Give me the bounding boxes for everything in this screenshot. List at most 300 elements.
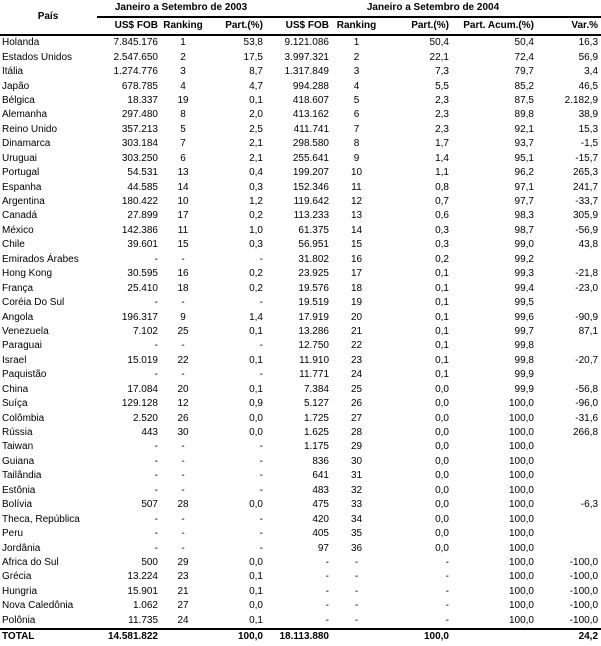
table-row xyxy=(0,512,601,526)
cell-part-2003: 0,9 xyxy=(249,398,263,410)
cell-pais: Bélgica xyxy=(2,94,35,106)
cell-part-acum-2004: 95,1 xyxy=(514,152,534,164)
cell-part-2004: - xyxy=(445,614,449,626)
column-header-fob-2004: US$ FOB xyxy=(266,17,332,35)
cell-part-acum-2004: 100,0 xyxy=(508,614,534,626)
cell-part-acum-2004: 100,0 xyxy=(508,542,534,554)
table-row xyxy=(0,440,601,454)
table-row xyxy=(0,310,601,324)
cell-var: 15,3 xyxy=(578,123,599,135)
cell-fob-2003: - xyxy=(154,455,158,467)
table-row xyxy=(0,426,601,440)
cell-part-acum-2004: 96,2 xyxy=(514,167,534,179)
cell-pais: Coréia Do Sul xyxy=(2,297,65,309)
cell-ranking-2003: 9 xyxy=(180,311,186,323)
cell-part-2004: 0,0 xyxy=(435,499,449,511)
cell-ranking-2003: - xyxy=(181,484,185,496)
table-row xyxy=(0,614,601,629)
cell-part-2003: 0,1 xyxy=(249,94,263,106)
cell-fob-2003: 13.224 xyxy=(127,571,158,583)
cell-pais: Holanda xyxy=(2,37,40,49)
table-row xyxy=(0,238,601,252)
cell-fob-2003: 303.250 xyxy=(121,152,158,164)
cell-ranking-2004: 8 xyxy=(353,138,360,150)
total-cell-fob-2003: 14.581.822 xyxy=(97,629,161,644)
cell-fob-2004: 97 xyxy=(317,542,329,554)
cell-fob-2003: 303.184 xyxy=(121,138,158,150)
cell-fob-2003: - xyxy=(154,340,158,352)
cell-part-2004: 1,1 xyxy=(435,167,449,179)
total-cell-var: 24,2 xyxy=(537,629,601,644)
cell-fob-2003: 27.899 xyxy=(127,210,158,222)
cell-part-acum-2004: 72,4 xyxy=(514,51,534,63)
cell-fob-2003: 180.422 xyxy=(121,196,158,208)
cell-ranking-2004: 23 xyxy=(350,354,363,366)
cell-part-2003: 0,1 xyxy=(249,325,263,337)
cell-var: -23,0 xyxy=(575,282,599,294)
cell-part-2004: 2,3 xyxy=(435,109,449,121)
cell-pais: Nova Caledônia xyxy=(2,600,74,612)
cell-part-2003: 0,0 xyxy=(249,499,263,511)
cell-ranking-2003: 3 xyxy=(180,66,186,78)
cell-part-2004: 0,1 xyxy=(435,268,449,280)
cell-var: 265,3 xyxy=(573,167,599,179)
cell-part-2003: 0,0 xyxy=(249,556,263,568)
cell-part-acum-2004: 99,9 xyxy=(514,369,534,381)
cell-part-2004: 0,0 xyxy=(435,398,449,410)
cell-fob-2004: 475 xyxy=(312,499,329,511)
cell-var: 87,1 xyxy=(578,325,599,337)
cell-ranking-2004: 17 xyxy=(350,268,363,280)
cell-ranking-2004: 36 xyxy=(350,542,363,554)
cell-fob-2003: 11.735 xyxy=(128,614,158,626)
cell-part-2004: 0,0 xyxy=(435,542,449,554)
cell-var: -96,0 xyxy=(575,398,599,410)
cell-ranking-2003: 17 xyxy=(177,210,189,222)
table-row xyxy=(0,570,601,584)
cell-part-acum-2004: 50,4 xyxy=(514,37,534,49)
cell-ranking-2003: 11 xyxy=(177,224,189,236)
cell-ranking-2003: - xyxy=(181,513,185,525)
group-header-2004: Janeiro a Setembro de 2004 xyxy=(266,0,601,17)
cell-part-2004: - xyxy=(445,600,449,612)
cell-part-2004: 7,3 xyxy=(435,66,449,78)
cell-ranking-2003: 7 xyxy=(180,138,186,150)
cell-var: 305,9 xyxy=(573,210,599,222)
cell-part-acum-2004: 99,5 xyxy=(514,297,534,309)
cell-part-acum-2004: 100,0 xyxy=(508,513,534,525)
total-cell-ranking-2004 xyxy=(332,629,382,644)
cell-fob-2004: 411.741 xyxy=(293,123,329,135)
cell-part-2003: 4,7 xyxy=(249,80,263,92)
cell-part-2004: 0,2 xyxy=(435,253,449,265)
cell-fob-2004: 5.127 xyxy=(303,398,329,410)
table-row xyxy=(0,325,601,339)
cell-pais: Bolívia xyxy=(2,499,33,511)
cell-pais: Theca, República xyxy=(2,513,80,525)
cell-fob-2003: 15.901 xyxy=(127,585,158,597)
cell-fob-2004: 1.175 xyxy=(303,441,329,453)
cell-part-2003: 0,2 xyxy=(249,210,263,222)
cell-ranking-2004: 1 xyxy=(353,37,360,49)
cell-part-acum-2004: 89,8 xyxy=(514,109,534,121)
cell-part-2004: 0,1 xyxy=(435,325,449,337)
table-row xyxy=(0,152,601,166)
cell-fob-2004: 11.910 xyxy=(299,354,329,366)
cell-part-2003: - xyxy=(259,297,263,309)
cell-fob-2003: 2.520 xyxy=(132,412,158,424)
cell-part-2004: 2,3 xyxy=(435,123,449,135)
table-row xyxy=(0,253,601,267)
cell-fob-2003: - xyxy=(154,528,158,540)
cell-part-2003: 1,4 xyxy=(249,311,263,323)
cell-part-acum-2004: 99,6 xyxy=(514,311,534,323)
cell-pais: Israel xyxy=(2,354,27,366)
cell-fob-2004: 994.288 xyxy=(292,80,329,92)
cell-var: -33,7 xyxy=(575,196,599,208)
table-row xyxy=(0,267,601,281)
cell-part-acum-2004: 99,2 xyxy=(514,253,534,265)
cell-part-acum-2004: 99,7 xyxy=(514,325,534,337)
cell-part-2004: 0,0 xyxy=(435,427,449,439)
cell-pais: México xyxy=(2,224,34,236)
cell-ranking-2004: - xyxy=(354,571,359,583)
cell-ranking-2004: 7 xyxy=(353,123,360,135)
table-row xyxy=(0,527,601,541)
cell-part-2004: 22,1 xyxy=(429,51,449,63)
cell-fob-2003: 15.019 xyxy=(127,354,158,366)
cell-fob-2003: 443 xyxy=(141,427,158,439)
cell-ranking-2003: 23 xyxy=(177,571,189,583)
cell-ranking-2004: 11 xyxy=(351,181,362,193)
cell-fob-2004: 56.951 xyxy=(298,239,329,251)
cell-pais: Hungria xyxy=(2,585,38,597)
cell-fob-2004: 3.997.321 xyxy=(284,51,329,63)
cell-fob-2004: 31.802 xyxy=(298,253,329,265)
group-header-2003: Janeiro a Setembro de 2003 xyxy=(97,0,266,17)
cell-ranking-2003: - xyxy=(181,542,185,554)
cell-fob-2003: 39.601 xyxy=(127,239,158,251)
cell-pais: Angola xyxy=(2,311,34,323)
cell-pais: Reino Unido xyxy=(2,123,58,135)
cell-fob-2004: 19.576 xyxy=(298,282,329,294)
cell-ranking-2003: - xyxy=(181,455,185,467)
cell-fob-2004: 420 xyxy=(312,513,329,525)
cell-ranking-2003: - xyxy=(181,441,185,453)
cell-ranking-2003: 26 xyxy=(177,412,189,424)
cell-part-2004: 50,4 xyxy=(429,37,449,49)
cell-ranking-2003: - xyxy=(181,297,185,309)
cell-ranking-2004: 18 xyxy=(350,282,363,294)
cell-var: 43,8 xyxy=(578,239,599,251)
cell-part-acum-2004: 100,0 xyxy=(508,398,534,410)
cell-ranking-2004: 14 xyxy=(350,224,363,236)
cell-ranking-2003: 5 xyxy=(180,123,186,135)
cell-ranking-2003: 21 xyxy=(177,585,189,597)
cell-part-acum-2004: 98,7 xyxy=(514,224,534,236)
cell-part-2003: 0,4 xyxy=(249,167,263,179)
cell-ranking-2004: 3 xyxy=(353,66,360,78)
cell-ranking-2004: 29 xyxy=(350,441,363,453)
cell-var: -100,0 xyxy=(569,585,599,597)
cell-fob-2004: 12.750 xyxy=(298,340,329,352)
cell-fob-2003: - xyxy=(154,297,158,309)
cell-part-2004: 0,0 xyxy=(435,441,449,453)
cell-ranking-2004: 19 xyxy=(350,297,363,309)
cell-fob-2003: - xyxy=(154,513,158,525)
cell-part-2003: 0,0 xyxy=(249,427,263,439)
cell-ranking-2003: 8 xyxy=(180,109,186,121)
cell-part-2003: - xyxy=(259,253,263,265)
cell-fob-2004: 119.642 xyxy=(293,196,329,208)
cell-fob-2003: 129.128 xyxy=(121,398,158,410)
cell-fob-2004: 7.384 xyxy=(303,383,329,395)
cell-var: -90,9 xyxy=(575,311,599,323)
cell-var xyxy=(537,440,601,454)
cell-part-acum-2004: 99,4 xyxy=(514,282,534,294)
cell-part-acum-2004: 99,8 xyxy=(514,340,534,352)
cell-pais: Tailândia xyxy=(2,470,42,482)
cell-fob-2004: 152.346 xyxy=(292,181,329,193)
cell-part-acum-2004: 99,3 xyxy=(514,268,534,280)
cell-ranking-2004: 13 xyxy=(350,210,363,222)
cell-fob-2003: - xyxy=(154,253,158,265)
cell-part-2003: 0,1 xyxy=(249,571,263,583)
cell-part-2004: 0,3 xyxy=(435,239,449,251)
cell-pais: Venezuela xyxy=(2,325,49,337)
cell-var: -100,0 xyxy=(569,600,599,612)
cell-part-acum-2004: 97,1 xyxy=(514,181,534,193)
cell-ranking-2003: 1 xyxy=(180,37,186,49)
cell-part-2004: 2,3 xyxy=(435,94,449,106)
cell-ranking-2004: 12 xyxy=(350,196,363,208)
cell-part-2004: 0,0 xyxy=(435,484,449,496)
cell-fob-2003: - xyxy=(154,369,158,381)
cell-part-2004: 0,0 xyxy=(435,455,449,467)
cell-ranking-2003: 15 xyxy=(177,239,189,251)
cell-fob-2004: 19.519 xyxy=(298,297,329,309)
cell-pais: Paraguai xyxy=(2,340,43,352)
cell-part-acum-2004: 92,1 xyxy=(514,123,534,135)
total-cell-part-2004: 100,0 xyxy=(382,629,452,644)
cell-fob-2004: - xyxy=(325,571,329,583)
cell-fob-2003: 30.595 xyxy=(127,268,158,280)
cell-fob-2003: 500 xyxy=(141,556,158,568)
cell-part-acum-2004: 85,2 xyxy=(514,80,534,92)
cell-part-2004: 0,1 xyxy=(435,354,449,366)
cell-part-2004: - xyxy=(445,556,449,568)
cell-ranking-2004: 25 xyxy=(350,383,363,395)
cell-ranking-2003: - xyxy=(181,253,185,265)
cell-part-2003: 0,1 xyxy=(249,585,263,597)
cell-pais: Taiwan xyxy=(2,441,34,453)
total-cell-part-2003: 100,0 xyxy=(206,629,266,644)
cell-part-2003: 0,0 xyxy=(249,600,263,612)
cell-pais: China xyxy=(2,383,29,395)
cell-part-2003: 2,1 xyxy=(249,152,263,164)
cell-fob-2003: 7.845.176 xyxy=(113,37,158,49)
cell-part-acum-2004: 99,9 xyxy=(514,383,534,395)
cell-part-2004: 0,0 xyxy=(435,470,449,482)
cell-pais: Colômbia xyxy=(2,412,45,424)
table-row xyxy=(0,383,601,397)
cell-part-2004: 0,0 xyxy=(435,383,449,395)
cell-ranking-2003: - xyxy=(181,528,185,540)
table-row xyxy=(0,484,601,498)
cell-part-acum-2004: 100,0 xyxy=(508,571,534,583)
cell-part-acum-2004: 100,0 xyxy=(508,600,534,612)
cell-fob-2004: 113.233 xyxy=(293,210,329,222)
table-row xyxy=(0,79,601,93)
cell-pais: Emirados Árabes xyxy=(2,253,79,265)
cell-part-2004: - xyxy=(445,571,449,583)
cell-ranking-2003: 30 xyxy=(177,427,189,439)
cell-part-acum-2004: 100,0 xyxy=(508,412,534,424)
total-cell-part-acum-2004 xyxy=(452,629,537,644)
table-row xyxy=(0,180,601,194)
table-row xyxy=(0,339,601,353)
column-header-ranking-2003: Ranking xyxy=(161,17,206,35)
cell-part-2003: - xyxy=(259,528,263,540)
table-row xyxy=(0,498,601,512)
cell-ranking-2004: 20 xyxy=(350,311,363,323)
cell-fob-2003: 17.084 xyxy=(127,383,158,395)
table-row xyxy=(0,541,601,555)
cell-ranking-2004: 31 xyxy=(350,470,363,482)
cell-var: 266,8 xyxy=(573,427,599,439)
cell-fob-2003: 44.585 xyxy=(127,181,158,193)
cell-ranking-2003: 6 xyxy=(180,152,186,164)
cell-fob-2004: 641 xyxy=(312,470,329,482)
cell-fob-2003: 2.547.650 xyxy=(113,51,158,63)
column-header-ranking-2004: Ranking xyxy=(332,17,382,35)
cell-var: -56,8 xyxy=(575,383,599,395)
cell-part-2003: 2,1 xyxy=(249,138,263,150)
cell-part-2004: 1,7 xyxy=(435,138,449,150)
cell-ranking-2003: 27 xyxy=(177,600,189,612)
cell-ranking-2004: 4 xyxy=(353,80,360,92)
column-header-part-2004: Part.(%) xyxy=(382,17,452,35)
cell-part-acum-2004: 87,5 xyxy=(514,94,534,106)
total-cell-fob-2004: 18.113.880 xyxy=(266,629,332,644)
total-row xyxy=(0,629,601,644)
column-header-pais: País xyxy=(0,0,97,35)
total-cell-ranking-2003 xyxy=(161,629,206,644)
cell-ranking-2004: 33 xyxy=(350,499,363,511)
cell-var: -100,0 xyxy=(569,571,599,583)
table-row xyxy=(0,397,601,411)
header-group-row xyxy=(0,0,601,17)
column-header-part-2003: Part.(%) xyxy=(206,17,266,35)
cell-fob-2004: 61.375 xyxy=(298,224,329,236)
cell-fob-2003: - xyxy=(154,542,158,554)
column-header-fob-2003: US$ FOB xyxy=(97,17,161,35)
cell-pais: Estônia xyxy=(2,484,36,496)
cell-var: 46,5 xyxy=(578,80,599,92)
cell-ranking-2004: 24 xyxy=(350,369,363,381)
cell-part-2003: 0,1 xyxy=(249,383,263,395)
cell-ranking-2003: 19 xyxy=(177,94,189,106)
cell-var xyxy=(537,512,601,526)
cell-part-acum-2004: 100,0 xyxy=(508,484,534,496)
cell-ranking-2003: 13 xyxy=(177,167,189,179)
cell-ranking-2004: - xyxy=(354,614,359,626)
cell-part-2004: 0,3 xyxy=(435,224,449,236)
table-row xyxy=(0,455,601,469)
cell-pais: Jordânia xyxy=(2,542,41,554)
cell-var: -20,7 xyxy=(575,354,599,366)
table-row xyxy=(0,296,601,310)
cell-ranking-2004: 34 xyxy=(350,513,363,525)
cell-fob-2003: 18.337 xyxy=(127,94,158,106)
cell-part-2003: - xyxy=(259,455,263,467)
table-row xyxy=(0,94,601,108)
cell-part-2003: - xyxy=(259,513,263,525)
cell-ranking-2003: 14 xyxy=(177,181,189,193)
cell-fob-2004: - xyxy=(325,614,329,626)
cell-fob-2004: - xyxy=(325,556,329,568)
cell-part-acum-2004: 99,0 xyxy=(514,239,534,251)
cell-fob-2003: - xyxy=(154,441,158,453)
cell-ranking-2003: 16 xyxy=(177,268,189,280)
cell-pais: Polônia xyxy=(2,614,36,626)
cell-fob-2003: 297.480 xyxy=(121,109,158,121)
cell-pais: Alemanha xyxy=(2,109,48,121)
cell-pais: Hong Kong xyxy=(2,268,53,280)
table-row xyxy=(0,469,601,483)
cell-pais: Dinamarca xyxy=(2,138,51,150)
cell-part-2003: 0,3 xyxy=(249,239,263,251)
cell-ranking-2003: 29 xyxy=(177,556,189,568)
cell-pais: Grécia xyxy=(2,571,32,583)
table-row xyxy=(0,556,601,570)
cell-pais: França xyxy=(2,282,34,294)
cell-part-2003: - xyxy=(259,542,263,554)
cell-part-2003: 2,5 xyxy=(249,123,263,135)
cell-part-2003: 0,2 xyxy=(249,268,263,280)
cell-part-acum-2004: 100,0 xyxy=(508,441,534,453)
cell-ranking-2003: - xyxy=(181,340,185,352)
cell-ranking-2003: 20 xyxy=(177,383,189,395)
cell-part-2003: 0,1 xyxy=(249,354,263,366)
cell-pais: Guiana xyxy=(2,455,35,467)
cell-part-acum-2004: 99,8 xyxy=(514,354,534,366)
cell-part-2003: - xyxy=(259,441,263,453)
cell-ranking-2003: 24 xyxy=(177,614,189,626)
cell-fob-2004: 255.641 xyxy=(292,152,329,164)
cell-part-acum-2004: 100,0 xyxy=(508,585,534,597)
column-header-var: Var.% xyxy=(537,17,601,35)
cell-ranking-2004: 22 xyxy=(350,340,363,352)
cell-var xyxy=(537,541,601,555)
cell-ranking-2004: 2 xyxy=(353,51,360,63)
cell-ranking-2004: - xyxy=(354,600,359,612)
column-header-part-acum-2004: Part. Acum.(%) xyxy=(452,17,537,35)
cell-fob-2003: 357.213 xyxy=(121,123,158,135)
table-body xyxy=(0,35,601,644)
cell-fob-2004: 1.725 xyxy=(303,412,329,424)
cell-fob-2004: 413.162 xyxy=(292,109,329,121)
table-row xyxy=(0,224,601,238)
table-row xyxy=(0,281,601,295)
cell-pais: Canadá xyxy=(2,210,38,222)
cell-fob-2003: 1.062 xyxy=(132,600,158,612)
cell-pais: Peru xyxy=(2,528,24,540)
cell-part-2004: 0,0 xyxy=(435,513,449,525)
cell-pais: Suíça xyxy=(2,398,28,410)
table-row xyxy=(0,35,601,50)
cell-fob-2004: - xyxy=(325,585,329,597)
